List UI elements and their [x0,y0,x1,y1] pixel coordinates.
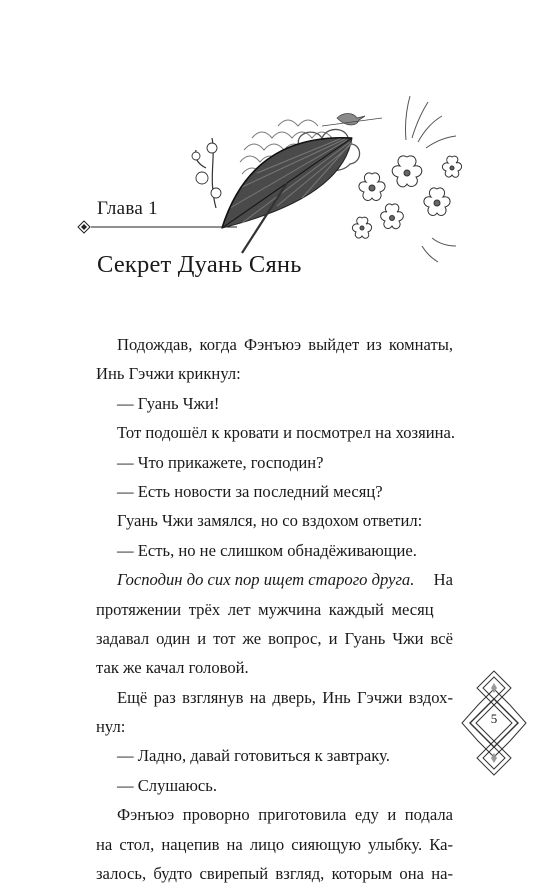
text-line: Фэнъюэ проворно приготовила еду и подала [117,805,453,825]
text-line: на стол, нацепив на лицо сияющую улыбку. Ка- [96,834,453,854]
dialogue-line: — Есть, но не слишком обнадёживающие. [117,540,417,560]
umbrella-blossom-illustration [182,78,482,268]
text-line: Тот подошёл к кровати и посмотрел на хозяина. [117,423,455,443]
body-text [96,330,453,888]
page-number: 5 [490,711,498,726]
text-line: нул: [96,717,126,737]
text-line: протяжении трёх лет мужчина каждый месяц [96,599,434,619]
dialogue-line: — Гуань Чжи! [117,393,220,413]
text-line: так же качал головой. [96,658,249,678]
dialogue-line: — Слушаюсь. [117,775,218,795]
text-line: залось, будто свирепый взгляд, которым она на- [96,864,453,884]
text-line: задавал один и тот же вопрос, и Гуань Чжи всё [96,628,453,648]
text-fragment: На [433,570,453,590]
chapter-title: Секрет Дуань Сянь [97,251,302,278]
text-line: Ещё раз взглянув на дверь, Инь Гэчжи вздох- [117,687,453,707]
dialogue-line: — Есть новости за последний месяц? [117,481,383,501]
text-line: Инь Гэчжи крикнул: [96,364,241,384]
text-line: Гуань Чжи замялся, но со вздохом ответил: [117,511,423,531]
italic-thought: Господин до сих пор ищет старого друга. [117,570,415,590]
text-line [96,565,453,594]
dialogue-line: — Ладно, давай готовиться к завтраку. [117,746,390,766]
chapter-divider-ornament [77,220,237,234]
dialogue-line: — Что прикажете, господин? [117,452,324,472]
text-line: Подождав, когда Фэнъюэ выйдет из комнаты, [117,335,453,354]
chapter-label: Глава 1 [97,198,158,219]
